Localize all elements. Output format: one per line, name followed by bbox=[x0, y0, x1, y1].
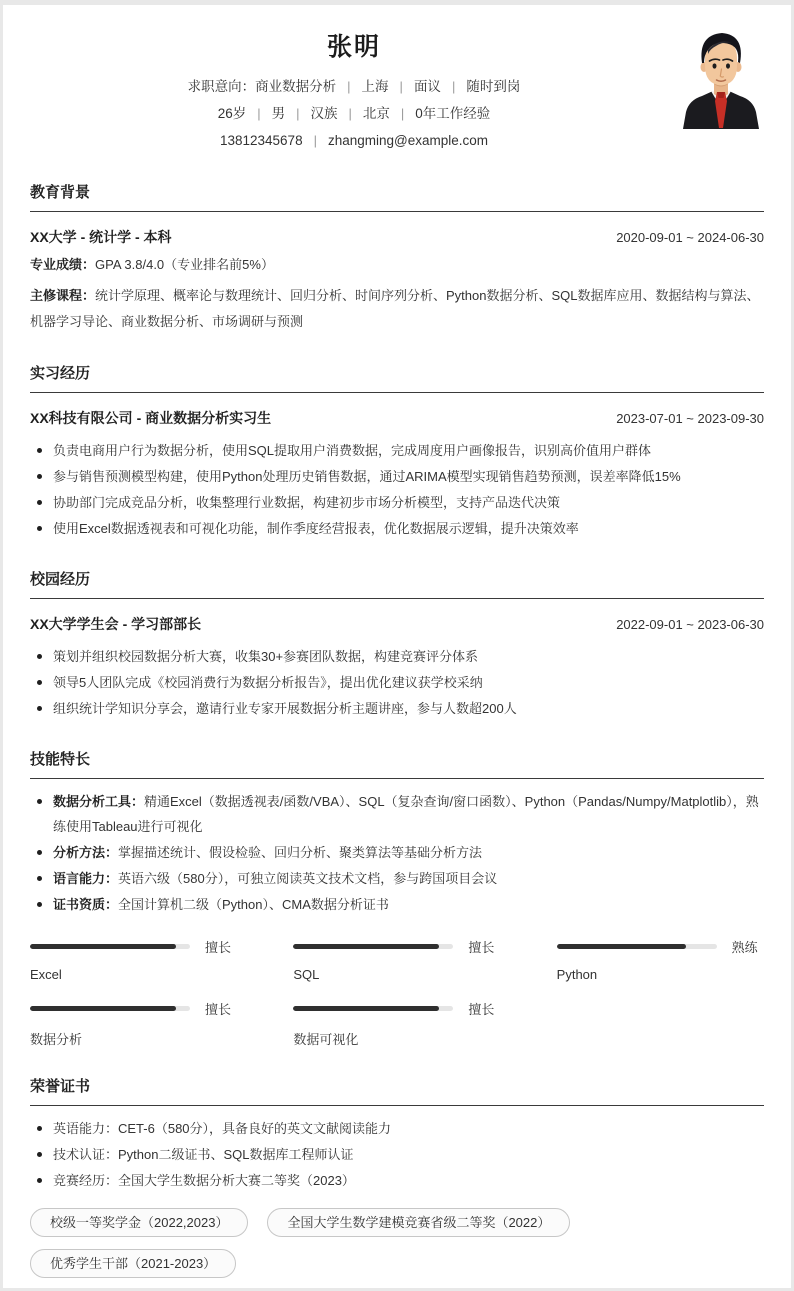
skill-label: 分析方法： bbox=[53, 845, 119, 860]
email-address: zhangming@example.com bbox=[327, 133, 488, 148]
skill-bar-name: SQL bbox=[293, 967, 320, 982]
job-intent-line bbox=[30, 73, 678, 100]
list-item: 组织统计学知识分享会，邀请行业专家开展数据分析主题讲座，参与人数超200人 bbox=[30, 696, 764, 721]
honor-pill-scholarship: 校级一等奖学金（2022,2023） bbox=[30, 1208, 248, 1237]
list-item: 竞赛经历：全国大学生数据分析大赛二等奖（2023） bbox=[30, 1168, 764, 1193]
intent-city: 上海 bbox=[361, 79, 389, 94]
campus-dates: 2022-09-01 ~ 2023-06-30 bbox=[616, 617, 764, 632]
education-entry-header bbox=[30, 227, 764, 247]
campus-organization: XX大学学生会 - 学习部部长 bbox=[30, 616, 202, 632]
separator-bar: | bbox=[348, 106, 352, 121]
skill-text: 英语六级（580分），可独立阅读英文技术文档，参与跨国项目会议 bbox=[118, 871, 498, 886]
education-dates: 2020-09-01 ~ 2024-06-30 bbox=[616, 230, 764, 245]
list-item: 参与销售预测模型构建，使用Python处理历史销售数据，通过ARIMA模型实现销售趋势预测，误差率降低15% bbox=[30, 464, 764, 489]
internship-company: XX科技有限公司 - 商业数据分析实习生 bbox=[30, 410, 272, 426]
section-internship bbox=[30, 362, 764, 541]
section-title-campus: 校园经历 bbox=[30, 568, 764, 599]
list-item bbox=[30, 892, 764, 917]
resume-header bbox=[30, 19, 764, 154]
job-intent: 求职意向：商业数据分析 bbox=[187, 79, 337, 94]
skill-bar-fill bbox=[293, 944, 439, 949]
gender: 男 bbox=[271, 106, 286, 121]
section-skills bbox=[30, 748, 764, 1048]
section-honors bbox=[30, 1075, 764, 1278]
section-campus bbox=[30, 568, 764, 721]
header-text-block bbox=[30, 19, 678, 154]
work-experience: 0年工作经验 bbox=[415, 106, 491, 121]
skill-bar-track bbox=[30, 1006, 190, 1011]
skill-bar-track bbox=[293, 944, 453, 949]
skill-level-label: 擅长 bbox=[468, 1002, 495, 1017]
portrait-photo-illustration bbox=[678, 28, 764, 129]
skill-bar-fill bbox=[293, 1006, 439, 1011]
skill-bar-name: 数据分析 bbox=[30, 1032, 83, 1047]
campus-bullet-list bbox=[30, 644, 764, 721]
courses-label: 主修课程： bbox=[30, 288, 96, 303]
skills-bullet-list bbox=[30, 789, 764, 917]
honor-pills bbox=[30, 1208, 764, 1278]
bar-row bbox=[293, 999, 500, 1018]
bar-row bbox=[30, 937, 237, 956]
phone-number: 13812345678 bbox=[219, 133, 303, 148]
education-courses-line bbox=[30, 283, 764, 335]
skill-bars-grid bbox=[30, 937, 764, 1048]
bar-row bbox=[557, 937, 764, 956]
separator-bar: | bbox=[257, 106, 261, 121]
honor-pill-student-cadre: 优秀学生干部（2021-2023） bbox=[30, 1249, 236, 1278]
separator-bar: | bbox=[296, 106, 300, 121]
ethnicity: 汉族 bbox=[310, 106, 338, 121]
contact-line bbox=[30, 127, 678, 154]
personal-info-line bbox=[30, 100, 678, 127]
portrait-photo bbox=[678, 28, 764, 129]
candidate-name: 张明 bbox=[326, 33, 381, 61]
skill-bar-excel bbox=[30, 937, 237, 982]
skill-bar-fill bbox=[30, 944, 176, 949]
skill-bar-track bbox=[557, 944, 717, 949]
gpa-label: 专业成绩： bbox=[30, 257, 96, 272]
skill-label: 语言能力： bbox=[53, 871, 119, 886]
skill-text: 掌握描述统计、假设检验、回归分析、聚类算法等基础分析方法 bbox=[118, 845, 483, 860]
education-school: XX大学 - 统计学 - 本科 bbox=[30, 229, 172, 245]
skill-bar-fill bbox=[30, 1006, 176, 1011]
list-item: 英语能力：CET-6（580分），具备良好的英文文献阅读能力 bbox=[30, 1116, 764, 1141]
skill-bar-name: Python bbox=[556, 967, 598, 982]
skill-label: 证书资质： bbox=[53, 897, 119, 912]
section-title-honors: 荣誉证书 bbox=[30, 1075, 764, 1106]
skill-bar-sql bbox=[293, 937, 500, 982]
list-item bbox=[30, 840, 764, 865]
courses-value: 统计学原理、概率论与数理统计、回归分析、时间序列分析、Python数据分析、SQL数据库应用、数据结构与算法、机器学习导论、商业数据分析、市场调研与预测 bbox=[30, 288, 760, 329]
gpa-value: GPA 3.8/4.0（专业排名前5%） bbox=[95, 257, 274, 272]
skill-bar-track bbox=[293, 1006, 453, 1011]
skill-level-label: 擅长 bbox=[205, 940, 232, 955]
education-gpa-line bbox=[30, 252, 764, 278]
list-item: 策划并组织校园数据分析大赛，收集30+参赛团队数据，构建竞赛评分体系 bbox=[30, 644, 764, 669]
section-title-skills: 技能特长 bbox=[30, 748, 764, 779]
skill-label: 数据分析工具： bbox=[53, 794, 145, 809]
separator-bar: | bbox=[313, 133, 317, 148]
bar-row bbox=[30, 999, 237, 1018]
section-education bbox=[30, 181, 764, 335]
list-item bbox=[30, 789, 764, 839]
skill-bar-track bbox=[30, 944, 190, 949]
separator-bar: | bbox=[400, 106, 405, 121]
list-item: 使用Excel数据透视表和可视化功能，制作季度经营报表，优化数据展示逻辑，提升决策效率 bbox=[30, 516, 764, 541]
skill-bar-fill bbox=[557, 944, 687, 949]
skill-bar-name: Excel bbox=[30, 967, 62, 982]
section-title-education: 教育背景 bbox=[30, 181, 764, 212]
skill-level-label: 擅长 bbox=[205, 1002, 232, 1017]
list-item: 协助部门完成竞品分析，收集整理行业数据，构建初步市场分析模型，支持产品迭代决策 bbox=[30, 490, 764, 515]
honor-pill-math-modeling: 全国大学生数学建模竞赛省级二等奖（2022） bbox=[267, 1208, 570, 1237]
skill-bar-data-visualization bbox=[293, 999, 500, 1048]
separator-bar: | bbox=[399, 79, 403, 94]
hometown: 北京 bbox=[362, 106, 390, 121]
skill-text: 精通Excel（数据透视表/函数/VBA）、SQL（复杂查询/窗口函数）、Python（Pandas/Numpy/Matplotlib），熟练使用Tableau进行可视化 bbox=[53, 794, 759, 834]
intent-salary: 面议 bbox=[413, 79, 441, 94]
separator-bar: | bbox=[451, 79, 456, 94]
campus-entry-header bbox=[30, 614, 764, 634]
internship-entry-header bbox=[30, 408, 764, 428]
list-item bbox=[30, 866, 764, 891]
skill-bar-name: 数据可视化 bbox=[293, 1032, 359, 1047]
skill-level-label: 擅长 bbox=[468, 940, 495, 955]
list-item: 技术认证：Python二级证书、SQL数据库工程师认证 bbox=[30, 1142, 764, 1167]
list-item: 领导5人团队完成《校园消费行为数据分析报告》，提出优化建议获学校采纳 bbox=[30, 670, 764, 695]
age: 26岁 bbox=[217, 106, 247, 121]
skill-level-label: 熟练 bbox=[731, 940, 758, 955]
bar-row bbox=[293, 937, 500, 956]
list-item: 负责电商用户行为数据分析，使用SQL提取用户消费数据，完成周度用户画像报告，识别高价值用户群体 bbox=[30, 438, 764, 463]
resume-page bbox=[3, 5, 791, 1288]
internship-dates: 2023-07-01 ~ 2023-09-30 bbox=[616, 411, 764, 426]
skill-bar-python bbox=[557, 937, 764, 982]
skill-text: 全国计算机二级（Python）、CMA数据分析证书 bbox=[118, 897, 389, 912]
intent-availability: 随时到岗 bbox=[466, 79, 521, 94]
honors-bullet-list bbox=[30, 1116, 764, 1193]
skill-bar-data-analysis bbox=[30, 999, 237, 1048]
internship-bullet-list bbox=[30, 438, 764, 541]
section-title-internship: 实习经历 bbox=[30, 362, 764, 393]
separator-bar: | bbox=[347, 79, 351, 94]
